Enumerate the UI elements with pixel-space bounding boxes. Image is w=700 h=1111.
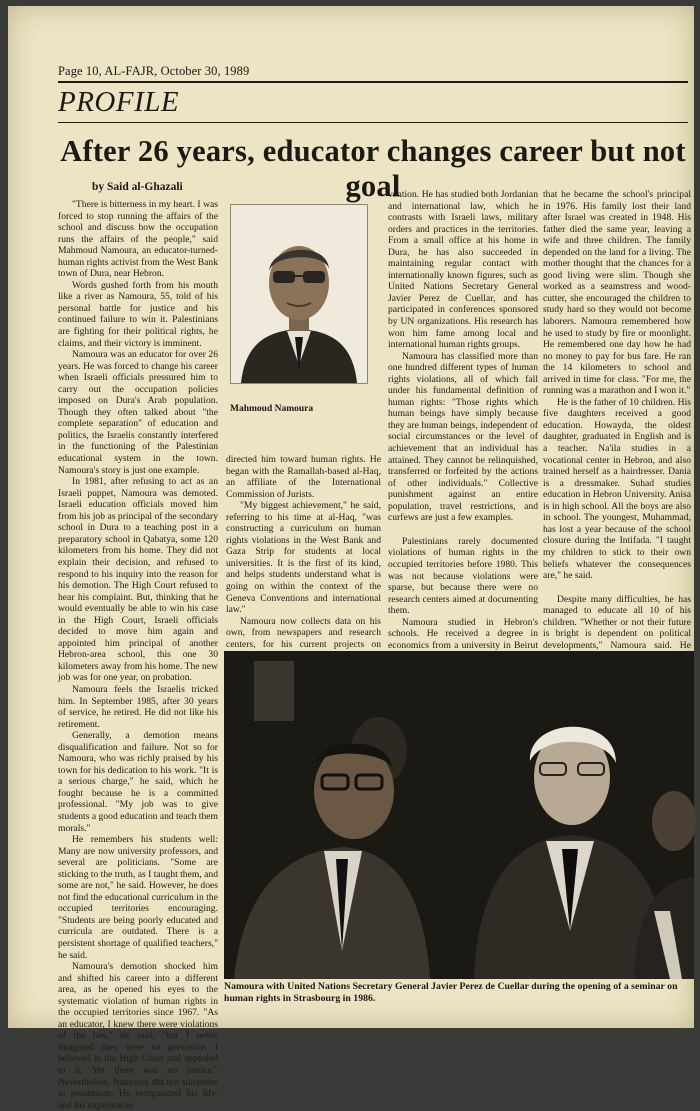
top-rule — [58, 81, 688, 83]
paragraph: vention. He has studied both Jordanian and international law, which he contrasts with Israeli laws, military orders and practices in the territories. From a small office at his home in Dura, he has also succeeded in maintaining regular contact with internationally known figures, such as United Nations Secretary General Javier Perez de Cuellar, and has participated in conferences sponsored by UN organizations. His research has won him fame among local and international human rights groups. — [388, 189, 538, 351]
page-folio: Page 10, AL-FAJR, October 30, 1989 — [58, 64, 250, 78]
article-column-2 — [226, 454, 381, 650]
paragraph: directed him toward human rights. He began with the Ramallah-based al-Haq, an affiliate of the International Commission of Jurists. — [226, 454, 381, 500]
paragraph: Namoura has classified more than one hundred different types of human rights violations, all of which fall under his fundamental definition of human rights: "Those rights which human beings have simply because they are human beings, independent of social circumstances or the level of achievement that an individual has attained. They cannot be relinquished, transferred or forfeited by the actions of other individuals." Collective punishment against an entire population, travel restrictions, and curfews are just a few examples. — [388, 350, 538, 524]
newspaper-page — [8, 6, 694, 1111]
paragraph: He is the father of 10 children. His five daughters received a good education. Howayda, the oldest daughter, graduated in English and is a teacher. Na'ila studies in a vocational center in Hebron, and also trained herself as a hairdresser. Dania is a dressmaker. Suhad studies education in Hebron University. Anisa is in high school. All the boys are also in school. The youngest, Muhammad, has lost a year because of the school closure during the Intifada. "I taught my children to stick to their own beliefs whatever the consequences are," he said. — [543, 396, 691, 582]
paragraph: "My biggest achievement," he said, referring to his time at al-Haq, "was constructing a curriculum on human rights violations in the West Bank and Gaza Strip for students at local universities. It is the first of its kind, and helps students understand what is going on within the context of the Geneva Conventions and international law." — [226, 500, 381, 616]
article-column-3 — [388, 189, 538, 651]
portrait-photo — [230, 204, 368, 384]
paragraph: Words gushed forth from his mouth like a river as Namoura, 55, told of his personal battle for justice and his continued failure to win it. Palestinians are fighting for their political rights, he claims, and their victory is imminent. — [58, 279, 218, 349]
paragraph: Namoura studied in Hebron's schools. He received a degree in economics from a university in Beirut — [388, 616, 538, 651]
paragraph: that he became the school's principal in 1976. His family lost their land after Israel was created in 1948. His father died the same year, leaving a wife and three children. The family depended on the land for a living. The mother thought that the chances for a good living were slim. Though she worked as a seamstress and wood-cutter, she encouraged the children to study hard so they would not become laborers. Namoura remembered how he used to study by fire or moonlight. He remembered one day how he had no money to pay for bus fare. He ran the 14 kilometers to school and arrived in time for class. "For me, the running was a marathon and I won it." — [543, 189, 691, 397]
paragraph: Namoura's demotion shocked him and shifted his career into a different area, as he opened his eyes to the systematic violation of human rights in the occupied territories since 1967. "As an educator, I knew there were violations of the law," he said, "but I never imagined they were so pervasive. I believed in the High Court and appealed to it. Yet there was no justice." Nevertheless, Namoura did not surrender to pessimism. He reorganized his life, and his experiences — [58, 961, 218, 1111]
paragraph: Namoura was an educator for over 26 years. He was forced to change his career when Israeli officials pressured him to carry out the occupation policies imposed on Dura's Arab population. Though they often talked about "the complete separation" of education and politics, the Israelis constantly interfered in the functioning of the Palestinian educational system in the town. Namoura's story is just one example. — [58, 349, 218, 476]
seminar-photo — [224, 651, 694, 979]
paragraph: "There is bitterness in my heart. I was forced to stop running the affairs of the school and discuss how the occupation runs the affairs of the people," said Mahmoud Namoura, an educator-turned-human rights activist from the West Bank town of Dura, near Hebron. — [58, 199, 218, 280]
headline: After 26 years, educator changes career but not goal — [60, 134, 686, 203]
paragraph: Generally, a demotion means disqualification and failure. Not so for Namoura, who was richly praised by his town for his dedication to his work. "It is a serious charge," he said, which he fought because he is a committed professional. "My job was to give students a good education and teach them morals." — [58, 730, 218, 834]
section-rule — [58, 122, 688, 123]
seminar-photo-caption: Namoura with United Nations Secretary General Javier Perez de Cuellar during the opening of a seminar on human rights in Strasbourg in 1986. — [224, 981, 678, 1004]
portrait-caption: Mahmoud Namoura — [230, 404, 314, 414]
paragraph: He remembers his students well: Many are now university professors, and several are politicians. "Some are sticking to the truth, as I taught them, and some are not," he said. However, he does not find the educational curriculum in the occupied territories encouraging. "Students are being poorly educated and curricula are outdated. There is a persistent shortage of qualified teachers," he said. — [58, 834, 218, 961]
paragraph: In 1981, after refusing to act as an Israeli puppet, Namoura was demoted. Israeli education officials moved him from his job as principal of the secondary school in Dura to a teaching post in a preparatory school in Qabatya, some 120 kilometers from his home. They did not explain their decision, and refused to respond to his inquiry into the reason for his demotion. The High Court refused to hear his complaint. But, thinking that he would eventually be able to win his case in the High Court, Israeli officials decided to move him again and appointed him principal of another Hebron-area school, this one 30 kilometers away from his home. The new job was for one year, on probation. — [58, 476, 218, 684]
byline: by Said al-Ghazali — [92, 181, 183, 193]
section-title: PROFILE — [58, 86, 180, 118]
paragraph: Despite many difficulties, he has managed to educate all 10 of his children. "Whether or not their future is bright is dependent on political developments," Namoura said. He — [543, 593, 691, 651]
article-column-4 — [543, 189, 691, 651]
article-column-1 — [58, 199, 218, 1111]
paragraph: Namoura now collects data on his own, from newspapers and research centers, for his current projects on — [226, 615, 381, 650]
paragraph: Palestinians rarely documented violations of human rights in the occupied territories before 1980. This was not because violations were sparse, but because there were no research centers aimed at documenting them. — [388, 535, 538, 617]
paragraph: Namoura feels the Israelis tricked him. In September 1985, after 30 years of service, he retired. He did not like his retirement. — [58, 683, 218, 730]
